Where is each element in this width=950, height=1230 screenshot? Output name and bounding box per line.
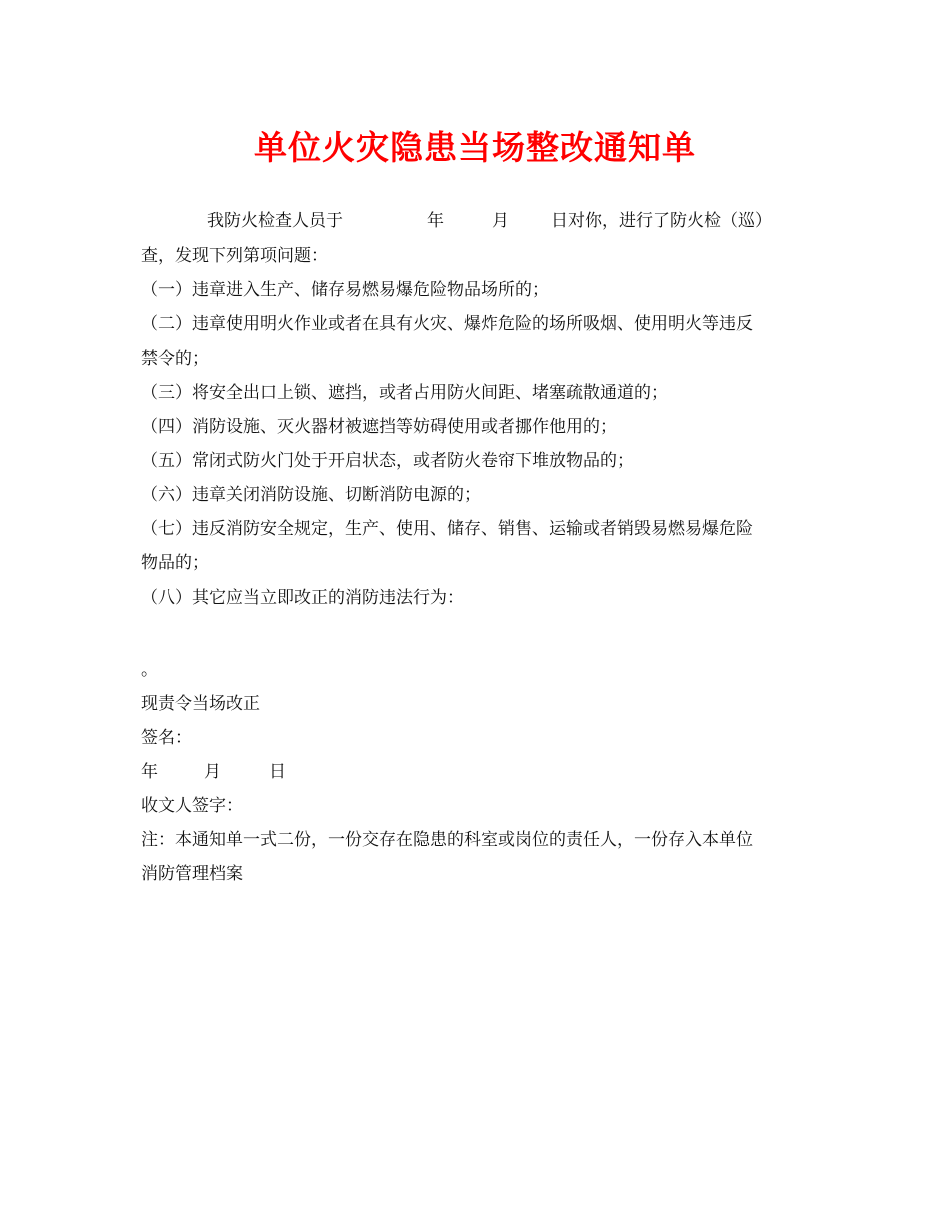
- date-day: 日: [269, 762, 286, 782]
- date-year: 年: [141, 762, 158, 782]
- item-line: 禁令的；: [141, 349, 209, 369]
- item-line: （六）违章关闭消防设施、切断消防电源的；: [141, 485, 481, 505]
- item-line: （五）常闭式防火门处于开启状态，或者防火卷帘下堆放物品的；: [141, 451, 634, 471]
- item-line: （四）消防设施、灭火器材被遮挡等妨碍使用或者挪作他用的；: [141, 417, 617, 437]
- note-line: 注：本通知单一式二份，一份交存在隐患的科室或岗位的责任人，一份存入本单位: [141, 830, 753, 850]
- item-line: （三）将安全出口上锁、遮挡，或者占用防火间距、堵塞疏散通道的；: [141, 383, 668, 403]
- intro-year: 年: [427, 211, 444, 231]
- item-line: （一）违章进入生产、储存易燃易爆危险物品场所的；: [141, 280, 549, 300]
- note-line: 消防管理档案: [141, 864, 243, 884]
- date-month: 月: [204, 762, 221, 782]
- document-title: 单位火灾隐患当场整改通知单: [254, 128, 696, 167]
- date-line: [141, 760, 821, 784]
- intro-continuation: 查，发现下列第项问题：: [141, 246, 328, 266]
- item-line: （二）违章使用明火作业或者在具有火灾、爆炸危险的场所吸烟、使用明火等违反: [141, 314, 753, 334]
- intro-day-tail: 日对你，进行了防火检（巡）: [551, 211, 772, 231]
- period-mark: 。: [141, 660, 158, 680]
- order-text: 现责令当场改正: [141, 694, 260, 714]
- signature-label: 签名：: [141, 728, 192, 748]
- item-line: 物品的；: [141, 553, 209, 573]
- item-line: （八）其它应当立即改正的消防违法行为：: [141, 588, 464, 608]
- receiver-signature-label: 收文人签字：: [141, 796, 243, 816]
- intro-line: [141, 209, 821, 233]
- item-line: （七）违反消防安全规定，生产、使用、储存、销售、运输或者销毁易燃易爆危险: [141, 519, 753, 539]
- intro-month: 月: [492, 211, 509, 231]
- intro-lead: 我防火检查人员于: [207, 211, 343, 231]
